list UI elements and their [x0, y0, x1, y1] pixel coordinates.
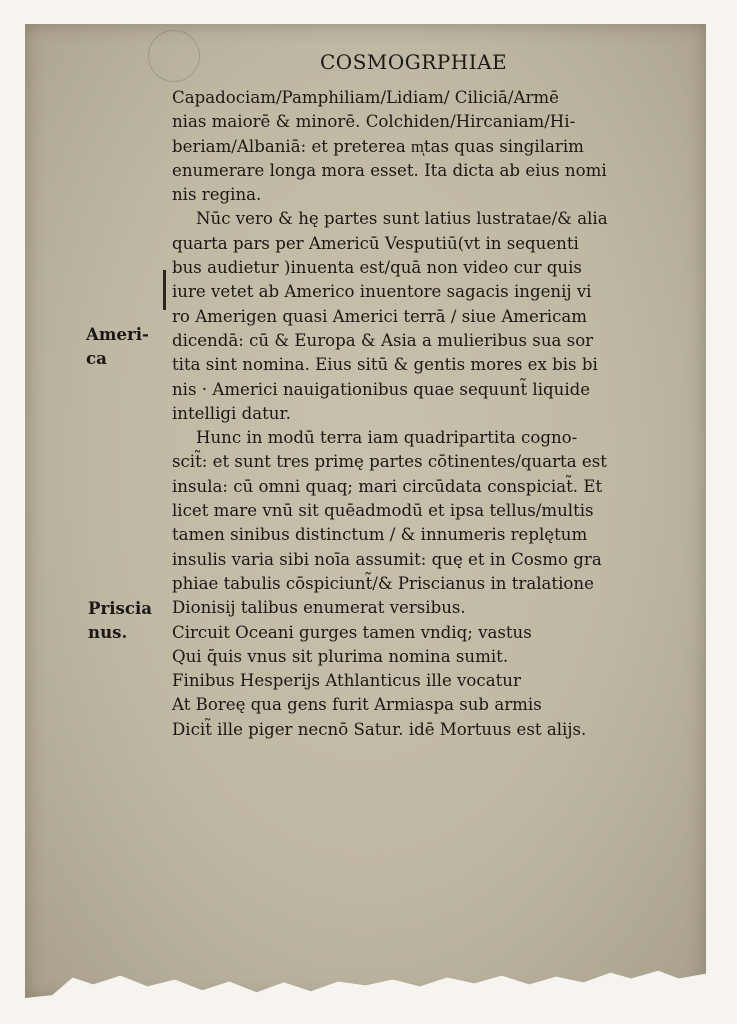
text-line: nis regina.: [172, 185, 262, 205]
text-line: ro Amerigen quasi Americi terrā / siue Americam: [172, 306, 588, 326]
text-line: beriam/Albaniā: et preterea mͅtas quas singilarim: [172, 136, 584, 156]
text-line: quarta pars per Americū Vesputiū(vt in sequenti: [172, 233, 579, 253]
text-line: scit̃: et sunt tres primę partes cōtinentes/quarta est: [172, 452, 607, 472]
verse-line: At Boreę qua gens furit Armiaspa sub armis: [172, 695, 542, 715]
paper-stain: [148, 30, 200, 82]
body-text: [172, 86, 632, 742]
margin-note-line: nus.: [88, 622, 128, 643]
text-line: intelligi datur.: [172, 403, 291, 423]
text-line: Dionisij talibus enumerat versibus.: [172, 598, 466, 618]
text-line: licet mare vnū sit quēadmodū et ipsa tellus/multis: [172, 501, 594, 521]
text-line: nias maiorē & minorē. Colchiden/Hircaniam/Hi-: [172, 112, 576, 132]
margin-note-america: [86, 322, 149, 371]
verse-line: Circuit Oceani gurges tamen vndiq; vastus: [172, 622, 532, 642]
margin-note-priscianus: [88, 596, 152, 645]
verse-line: Dicit̃ ille piger necnō Satur. idē Mortuus est alijs.: [172, 719, 587, 739]
margin-note-line: ca: [86, 348, 107, 369]
verse-line: Finibus Hesperijs Athlanticus ille vocatur: [172, 671, 521, 691]
text-line: insulis varia sibi noīa assumit: quę et in Cosmo gra: [172, 549, 602, 569]
text-line: dicendā: cū & Europa & Asia a mulieribus sua sor: [172, 330, 594, 350]
text-line: iure vetet ab Americo inuentore sagacis ingenij vi: [172, 282, 592, 302]
text-line: insula: cū omni quaq; mari circūdata conspiciat̃. Et: [172, 476, 603, 496]
margin-bracket: [163, 270, 166, 310]
text-line: enumerare longa mora esset. Ita dicta ab eius nomi: [172, 160, 607, 180]
margin-note-line: Ameri-: [86, 324, 149, 344]
text-line: tita sint nomina. Eius sitū & gentis mores ex bis bi: [172, 355, 598, 375]
text-line: Capadociam/Pamphiliam/Lidiam/ Ciliciā/Armē: [172, 88, 559, 107]
verse-line: Qui q̄uis vnus sit plurima nomina sumit.: [172, 646, 509, 666]
margin-note-line: Priscia: [88, 598, 153, 618]
text-line: tamen sinibus distinctum / & innumeris replętum: [172, 525, 588, 545]
running-head: COSMOGRPHIAE: [320, 50, 508, 74]
text-line: Nūc vero & hę partes sunt latius lustratae/& alia: [196, 209, 608, 229]
text-line: Hunc in modū terra iam quadripartita cogno-: [196, 428, 578, 448]
text-line: phiae tabulis cōspiciunt̃/& Priscianus in tralatione: [172, 573, 594, 593]
text-line: nis · Americi nauigationibus quae sequunt̃ liquide: [172, 379, 591, 399]
text-line: bus audietur )inuenta est/quā non video cur quis: [172, 258, 582, 278]
